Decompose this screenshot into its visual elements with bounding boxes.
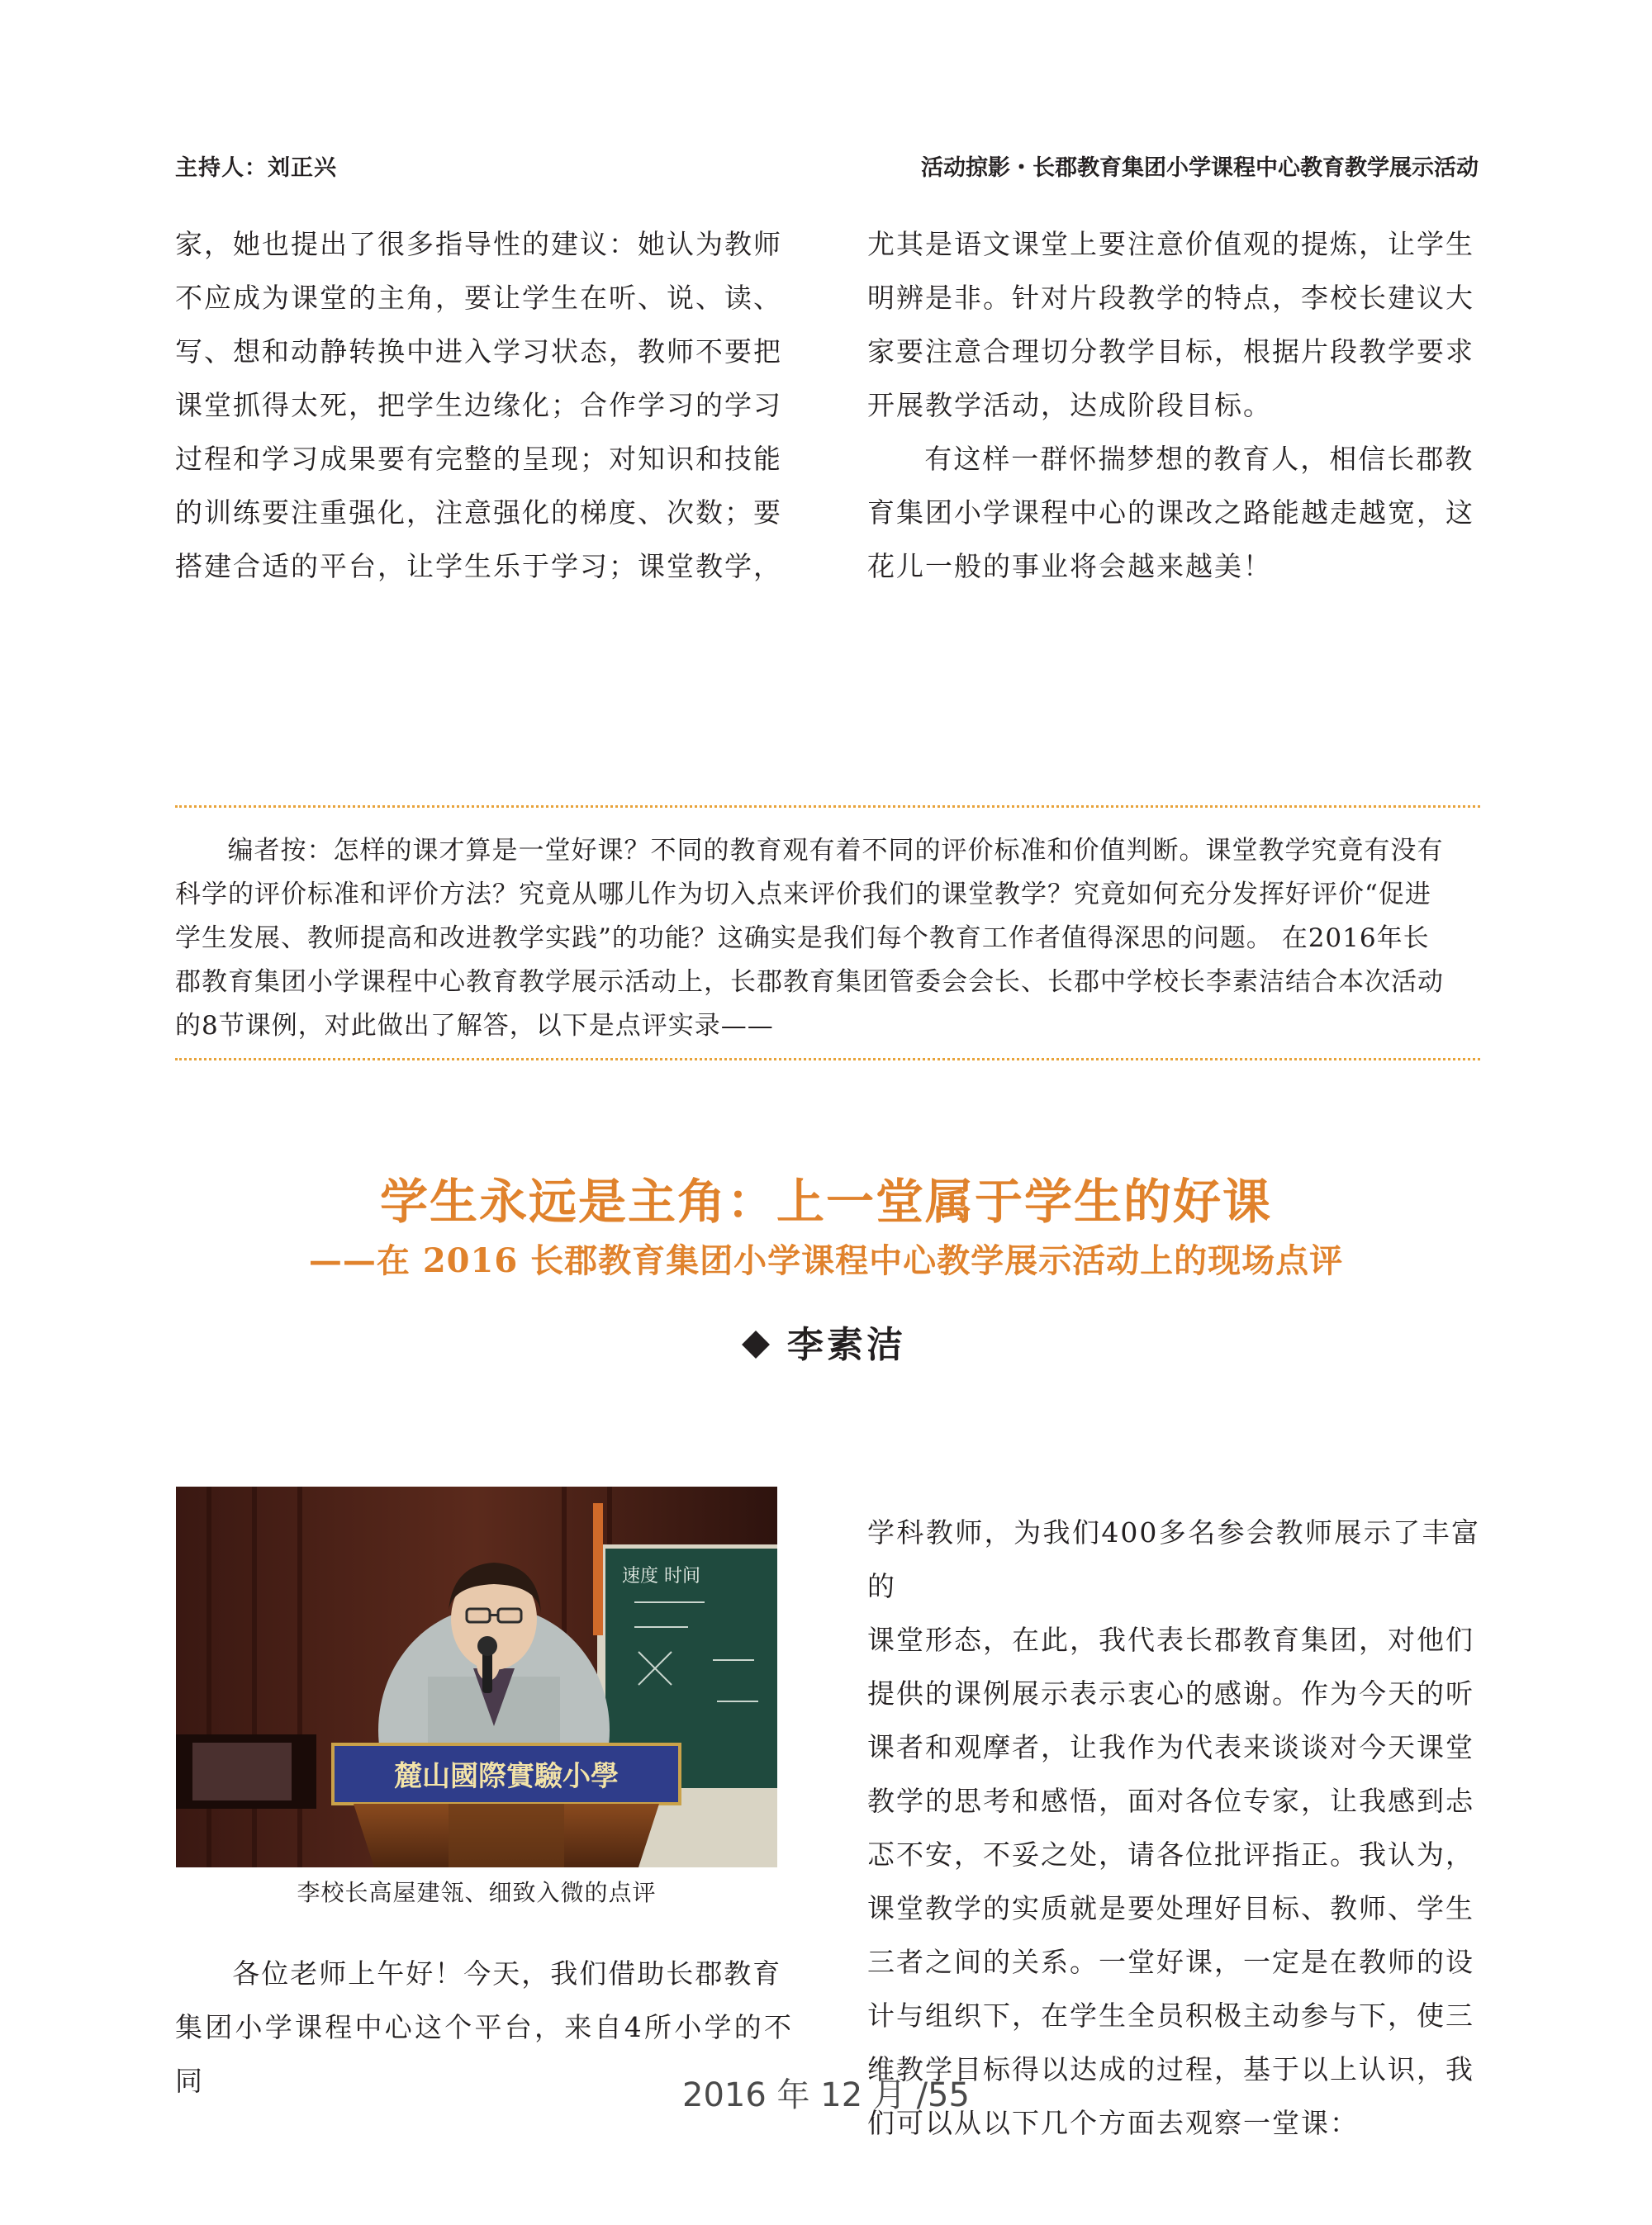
page-footer: 2016 年 12 月 /55	[682, 2076, 970, 2114]
text-line: 花儿一般的事业将会越来越美！	[867, 550, 1272, 582]
top-left-column	[175, 217, 793, 593]
bottom-right-column	[867, 1506, 1480, 2150]
editor-note	[175, 829, 1480, 1048]
author-name: 李素洁	[787, 1324, 906, 1366]
text-line: 课堂抓得太死，把学生边缘化；合作学习的学习	[175, 389, 782, 421]
speaker-photo	[176, 1487, 777, 1867]
text-line: 的8节课例，对此做出了解答，以下是点评实录——	[175, 1011, 774, 1041]
photo-caption: 李校长高屋建瓴、细致入微的点评	[297, 1879, 657, 1906]
top-right-column	[867, 217, 1480, 593]
text-line: 的训练要注重强化，注意强化的梯度、次数；要	[175, 496, 782, 529]
text-line: 写、想和动静转换中进入学习状态，教师不要把	[175, 335, 782, 368]
divider-bottom	[175, 1058, 1480, 1060]
text-line: 学科教师，为我们400多名参会教师展示了丰富的	[867, 1516, 1480, 1602]
text-line: 三者之间的关系。一堂好课，一定是在教师的设	[867, 1946, 1474, 1978]
text-line: 编者按：怎样的课才算是一堂好课？不同的教育观有着不同的评价标准和价值判断。课堂教学究竟有没有	[227, 836, 1444, 866]
text-line: 教学的思考和感悟，面对各位专家，让我感到忐	[867, 1785, 1474, 1817]
text-line: 计与组织下，在学生全员积极主动参与下，使三	[867, 2000, 1474, 2032]
podium-sign-text: 麓山國際實驗小學	[394, 1760, 619, 1793]
text-line: 家要注意合理切分教学目标，根据片段教学要求	[867, 335, 1474, 368]
text-line: 各位老师上午好！今天，我们借助长郡教育	[232, 1957, 782, 1990]
blackboard-text: 速度 时间	[622, 1566, 700, 1587]
text-line: 育集团小学课程中心的课改之路能越走越宽，这	[867, 496, 1474, 529]
text-line: 提供的课例展示表示衷心的感谢。作为今天的听	[867, 1677, 1474, 1710]
text-line: 课堂形态，在此，我代表长郡教育集团，对他们	[867, 1624, 1474, 1656]
article-subtitle: ——在 2016 长郡教育集团小学课程中心教学展示活动上的现场点评	[308, 1241, 1344, 1280]
diamond-icon	[742, 1331, 770, 1359]
text-line: 过程和学习成果要有完整的呈现；对知识和技能	[175, 443, 782, 475]
text-line: 学生发展、教师提高和改进教学实践”的功能？这确实是我们每个教育工作者值得深思的问题。 在2016年长	[175, 923, 1430, 953]
divider-top	[175, 805, 1480, 808]
article-title: 学生永远是主角：上一堂属于学生的好课	[379, 1174, 1272, 1230]
text-line: 集团小学课程中心这个平台，来自4所小学的不同	[175, 2011, 793, 2097]
text-line: 课者和观摩者，让我作为代表来谈谈对今天课堂	[867, 1731, 1474, 1763]
text-line: 郡教育集团小学课程中心教育教学展示活动上，长郡教育集团管委会会长、长郡中学校长李素洁结合本次活动	[175, 967, 1444, 997]
text-line: 有这样一群怀揣梦想的教育人，相信长郡教	[924, 443, 1474, 475]
running-header-host: 主持人：刘正兴	[175, 155, 337, 181]
text-line: 尤其是语文课堂上要注意价值观的提炼，让学生	[867, 228, 1474, 260]
text-line: 维教学目标得以达成的过程，基于以上认识，我	[867, 2053, 1474, 2085]
text-line: 课堂教学的实质就是要处理好目标、教师、学生	[867, 1892, 1474, 1924]
text-line: 搭建合适的平台，让学生乐于学习；课堂教学，	[175, 550, 782, 582]
text-line: 家，她也提出了很多指导性的建议：她认为教师	[175, 228, 782, 260]
text-line: 们可以从以下几个方面去观察一堂课：	[867, 2107, 1359, 2139]
author-byline	[0, 1315, 1652, 1368]
text-line: 不应成为课堂的主角，要让学生在听、说、读、	[175, 282, 782, 314]
text-line: 科学的评价标准和评价方法？究竟从哪儿作为切入点来评价我们的课堂教学？究竟如何充分发挥好评价“促进	[175, 880, 1431, 909]
running-header-section: 活动掠影・长郡教育集团小学课程中心教育教学展示活动	[921, 155, 1479, 181]
text-line: 开展教学活动，达成阶段目标。	[867, 389, 1272, 421]
text-line: 忑不安，不妥之处，请各位批评指正。我认为，	[867, 1838, 1474, 1871]
text-line: 明辨是非。针对片段教学的特点，李校长建议大	[867, 282, 1474, 314]
